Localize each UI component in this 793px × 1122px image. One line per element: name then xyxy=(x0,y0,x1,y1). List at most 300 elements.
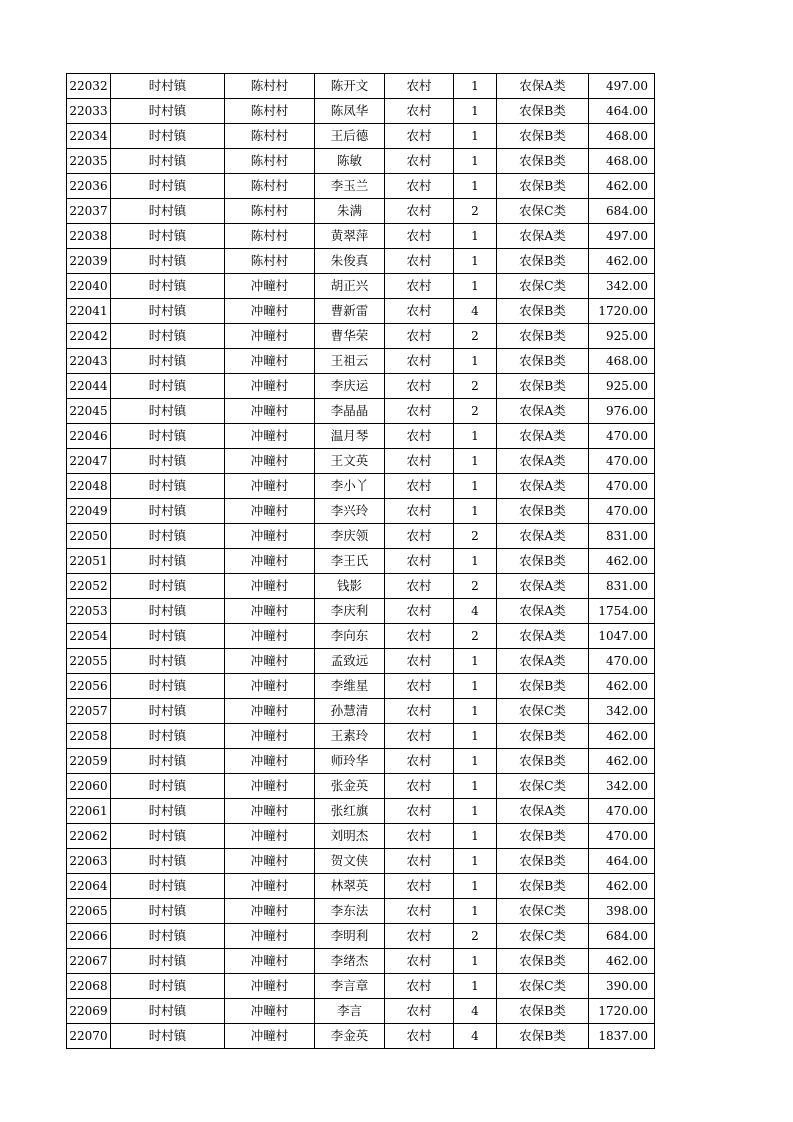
cell-name: 李庆利 xyxy=(315,599,385,624)
cell-name: 孙慧清 xyxy=(315,699,385,724)
table-row xyxy=(67,174,655,199)
cell-area: 农村 xyxy=(385,699,454,724)
cell-count: 1 xyxy=(454,499,497,524)
cell-amount: 470.00 xyxy=(589,649,655,674)
cell-area: 农村 xyxy=(385,424,454,449)
cell-name: 朱满 xyxy=(315,199,385,224)
cell-category: 农保B类 xyxy=(497,149,589,174)
cell-count: 1 xyxy=(454,224,497,249)
cell-count: 1 xyxy=(454,99,497,124)
cell-count: 1 xyxy=(454,449,497,474)
cell-village: 冲疃村 xyxy=(225,1024,315,1049)
cell-amount: 1837.00 xyxy=(589,1024,655,1049)
cell-count: 1 xyxy=(454,674,497,699)
cell-area: 农村 xyxy=(385,899,454,924)
table-row xyxy=(67,274,655,299)
cell-area: 农村 xyxy=(385,274,454,299)
cell-village: 冲疃村 xyxy=(225,424,315,449)
cell-area: 农村 xyxy=(385,974,454,999)
cell-town: 时村镇 xyxy=(111,549,225,574)
cell-amount: 462.00 xyxy=(589,949,655,974)
cell-village: 冲疃村 xyxy=(225,449,315,474)
cell-town: 时村镇 xyxy=(111,649,225,674)
cell-area: 农村 xyxy=(385,324,454,349)
cell-area: 农村 xyxy=(385,649,454,674)
cell-town: 时村镇 xyxy=(111,299,225,324)
cell-name: 张红旗 xyxy=(315,799,385,824)
cell-village: 冲疃村 xyxy=(225,524,315,549)
cell-name: 李庆运 xyxy=(315,374,385,399)
cell-count: 1 xyxy=(454,249,497,274)
cell-village: 冲疃村 xyxy=(225,849,315,874)
cell-id: 22046 xyxy=(67,424,111,449)
cell-count: 1 xyxy=(454,874,497,899)
table-row xyxy=(67,874,655,899)
cell-area: 农村 xyxy=(385,224,454,249)
cell-name: 王后德 xyxy=(315,124,385,149)
cell-count: 4 xyxy=(454,299,497,324)
cell-amount: 831.00 xyxy=(589,574,655,599)
cell-town: 时村镇 xyxy=(111,774,225,799)
cell-town: 时村镇 xyxy=(111,899,225,924)
cell-category: 农保B类 xyxy=(497,674,589,699)
cell-village: 陈村村 xyxy=(225,224,315,249)
cell-id: 22055 xyxy=(67,649,111,674)
cell-amount: 1047.00 xyxy=(589,624,655,649)
cell-count: 2 xyxy=(454,574,497,599)
cell-village: 冲疃村 xyxy=(225,599,315,624)
cell-village: 冲疃村 xyxy=(225,399,315,424)
table-row xyxy=(67,724,655,749)
cell-category: 农保A类 xyxy=(497,224,589,249)
cell-category: 农保B类 xyxy=(497,174,589,199)
cell-town: 时村镇 xyxy=(111,974,225,999)
table-row xyxy=(67,499,655,524)
table-row xyxy=(67,774,655,799)
cell-name: 王祖云 xyxy=(315,349,385,374)
table-row xyxy=(67,674,655,699)
cell-id: 22038 xyxy=(67,224,111,249)
cell-name: 陈敏 xyxy=(315,149,385,174)
cell-id: 22067 xyxy=(67,949,111,974)
cell-id: 22043 xyxy=(67,349,111,374)
cell-name: 刘明杰 xyxy=(315,824,385,849)
cell-area: 农村 xyxy=(385,499,454,524)
cell-count: 1 xyxy=(454,149,497,174)
cell-area: 农村 xyxy=(385,299,454,324)
cell-category: 农保B类 xyxy=(497,299,589,324)
table-row xyxy=(67,749,655,774)
table-row xyxy=(67,324,655,349)
cell-town: 时村镇 xyxy=(111,424,225,449)
cell-id: 22042 xyxy=(67,324,111,349)
table-row xyxy=(67,524,655,549)
cell-village: 冲疃村 xyxy=(225,674,315,699)
table-row xyxy=(67,299,655,324)
cell-town: 时村镇 xyxy=(111,74,225,99)
cell-area: 农村 xyxy=(385,374,454,399)
cell-area: 农村 xyxy=(385,99,454,124)
cell-category: 农保C类 xyxy=(497,899,589,924)
cell-village: 冲疃村 xyxy=(225,974,315,999)
cell-village: 冲疃村 xyxy=(225,549,315,574)
cell-town: 时村镇 xyxy=(111,224,225,249)
cell-amount: 1720.00 xyxy=(589,999,655,1024)
table-row xyxy=(67,224,655,249)
cell-amount: 470.00 xyxy=(589,824,655,849)
cell-category: 农保A类 xyxy=(497,474,589,499)
cell-amount: 464.00 xyxy=(589,99,655,124)
cell-area: 农村 xyxy=(385,74,454,99)
cell-id: 22049 xyxy=(67,499,111,524)
table-row xyxy=(67,799,655,824)
cell-count: 1 xyxy=(454,174,497,199)
cell-town: 时村镇 xyxy=(111,699,225,724)
table-row xyxy=(67,699,655,724)
cell-village: 冲疃村 xyxy=(225,324,315,349)
cell-town: 时村镇 xyxy=(111,724,225,749)
cell-id: 22041 xyxy=(67,299,111,324)
cell-area: 农村 xyxy=(385,199,454,224)
cell-amount: 462.00 xyxy=(589,874,655,899)
cell-area: 农村 xyxy=(385,849,454,874)
cell-count: 1 xyxy=(454,824,497,849)
cell-town: 时村镇 xyxy=(111,349,225,374)
cell-count: 2 xyxy=(454,324,497,349)
cell-area: 农村 xyxy=(385,799,454,824)
cell-id: 22051 xyxy=(67,549,111,574)
table-row xyxy=(67,974,655,999)
cell-count: 2 xyxy=(454,199,497,224)
cell-town: 时村镇 xyxy=(111,274,225,299)
cell-category: 农保A类 xyxy=(497,449,589,474)
cell-village: 冲疃村 xyxy=(225,699,315,724)
table-row xyxy=(67,199,655,224)
cell-area: 农村 xyxy=(385,999,454,1024)
cell-id: 22033 xyxy=(67,99,111,124)
cell-id: 22058 xyxy=(67,724,111,749)
cell-town: 时村镇 xyxy=(111,249,225,274)
cell-id: 22056 xyxy=(67,674,111,699)
table-row xyxy=(67,99,655,124)
cell-category: 农保B类 xyxy=(497,1024,589,1049)
cell-category: 农保B类 xyxy=(497,124,589,149)
cell-category: 农保A类 xyxy=(497,74,589,99)
cell-amount: 470.00 xyxy=(589,799,655,824)
cell-count: 1 xyxy=(454,349,497,374)
table-row xyxy=(67,124,655,149)
cell-name: 黄翠萍 xyxy=(315,224,385,249)
cell-count: 1 xyxy=(454,974,497,999)
cell-count: 1 xyxy=(454,949,497,974)
cell-amount: 976.00 xyxy=(589,399,655,424)
cell-village: 冲疃村 xyxy=(225,574,315,599)
cell-village: 冲疃村 xyxy=(225,349,315,374)
cell-id: 22066 xyxy=(67,924,111,949)
table-row xyxy=(67,474,655,499)
cell-village: 陈村村 xyxy=(225,99,315,124)
cell-amount: 390.00 xyxy=(589,974,655,999)
cell-amount: 462.00 xyxy=(589,549,655,574)
cell-village: 冲疃村 xyxy=(225,874,315,899)
cell-category: 农保A类 xyxy=(497,399,589,424)
cell-village: 陈村村 xyxy=(225,249,315,274)
cell-id: 22050 xyxy=(67,524,111,549)
table-row xyxy=(67,349,655,374)
cell-category: 农保B类 xyxy=(497,549,589,574)
data-table xyxy=(66,73,655,1049)
cell-count: 2 xyxy=(454,924,497,949)
cell-village: 冲疃村 xyxy=(225,474,315,499)
cell-area: 农村 xyxy=(385,749,454,774)
cell-count: 1 xyxy=(454,724,497,749)
cell-count: 2 xyxy=(454,624,497,649)
cell-area: 农村 xyxy=(385,599,454,624)
cell-town: 时村镇 xyxy=(111,399,225,424)
cell-category: 农保B类 xyxy=(497,749,589,774)
cell-area: 农村 xyxy=(385,249,454,274)
cell-town: 时村镇 xyxy=(111,949,225,974)
cell-village: 陈村村 xyxy=(225,74,315,99)
cell-name: 李金英 xyxy=(315,1024,385,1049)
table-row xyxy=(67,824,655,849)
cell-id: 22057 xyxy=(67,699,111,724)
cell-name: 温月琴 xyxy=(315,424,385,449)
cell-name: 李言章 xyxy=(315,974,385,999)
cell-category: 农保C类 xyxy=(497,699,589,724)
cell-village: 冲疃村 xyxy=(225,624,315,649)
table-row xyxy=(67,574,655,599)
cell-category: 农保A类 xyxy=(497,424,589,449)
cell-amount: 684.00 xyxy=(589,924,655,949)
cell-area: 农村 xyxy=(385,624,454,649)
cell-name: 张金英 xyxy=(315,774,385,799)
table-row xyxy=(67,924,655,949)
cell-category: 农保B类 xyxy=(497,99,589,124)
table-row xyxy=(67,949,655,974)
cell-id: 22065 xyxy=(67,899,111,924)
cell-count: 1 xyxy=(454,649,497,674)
cell-village: 冲疃村 xyxy=(225,774,315,799)
cell-village: 冲疃村 xyxy=(225,924,315,949)
cell-name: 师玲华 xyxy=(315,749,385,774)
cell-name: 钱影 xyxy=(315,574,385,599)
cell-category: 农保A类 xyxy=(497,599,589,624)
cell-name: 李绪杰 xyxy=(315,949,385,974)
cell-town: 时村镇 xyxy=(111,524,225,549)
cell-town: 时村镇 xyxy=(111,499,225,524)
cell-amount: 342.00 xyxy=(589,699,655,724)
cell-category: 农保B类 xyxy=(497,874,589,899)
cell-category: 农保B类 xyxy=(497,374,589,399)
cell-area: 农村 xyxy=(385,924,454,949)
cell-id: 22063 xyxy=(67,849,111,874)
cell-village: 陈村村 xyxy=(225,174,315,199)
cell-town: 时村镇 xyxy=(111,599,225,624)
table-row xyxy=(67,849,655,874)
cell-amount: 462.00 xyxy=(589,749,655,774)
cell-town: 时村镇 xyxy=(111,174,225,199)
cell-area: 农村 xyxy=(385,774,454,799)
cell-id: 22061 xyxy=(67,799,111,824)
cell-town: 时村镇 xyxy=(111,924,225,949)
table-row xyxy=(67,599,655,624)
cell-amount: 470.00 xyxy=(589,474,655,499)
cell-village: 冲疃村 xyxy=(225,299,315,324)
cell-count: 1 xyxy=(454,899,497,924)
cell-area: 农村 xyxy=(385,174,454,199)
cell-category: 农保C类 xyxy=(497,774,589,799)
cell-area: 农村 xyxy=(385,874,454,899)
cell-name: 曹新雷 xyxy=(315,299,385,324)
cell-name: 曹华荣 xyxy=(315,324,385,349)
cell-amount: 1754.00 xyxy=(589,599,655,624)
cell-count: 1 xyxy=(454,749,497,774)
cell-area: 农村 xyxy=(385,399,454,424)
cell-town: 时村镇 xyxy=(111,749,225,774)
cell-amount: 1720.00 xyxy=(589,299,655,324)
cell-town: 时村镇 xyxy=(111,374,225,399)
cell-category: 农保B类 xyxy=(497,824,589,849)
cell-village: 冲疃村 xyxy=(225,374,315,399)
cell-town: 时村镇 xyxy=(111,874,225,899)
cell-name: 王文英 xyxy=(315,449,385,474)
cell-name: 林翠英 xyxy=(315,874,385,899)
cell-amount: 684.00 xyxy=(589,199,655,224)
table-row xyxy=(67,399,655,424)
cell-area: 农村 xyxy=(385,474,454,499)
cell-name: 陈开文 xyxy=(315,74,385,99)
cell-name: 李东法 xyxy=(315,899,385,924)
cell-id: 22034 xyxy=(67,124,111,149)
cell-village: 冲疃村 xyxy=(225,724,315,749)
cell-category: 农保C类 xyxy=(497,274,589,299)
cell-count: 2 xyxy=(454,399,497,424)
cell-town: 时村镇 xyxy=(111,324,225,349)
table-row xyxy=(67,549,655,574)
cell-amount: 464.00 xyxy=(589,849,655,874)
cell-area: 农村 xyxy=(385,949,454,974)
cell-category: 农保B类 xyxy=(497,724,589,749)
cell-area: 农村 xyxy=(385,124,454,149)
cell-area: 农村 xyxy=(385,449,454,474)
cell-amount: 831.00 xyxy=(589,524,655,549)
cell-village: 冲疃村 xyxy=(225,799,315,824)
cell-id: 22035 xyxy=(67,149,111,174)
cell-amount: 462.00 xyxy=(589,174,655,199)
table-body xyxy=(67,74,655,1049)
cell-id: 22039 xyxy=(67,249,111,274)
cell-amount: 398.00 xyxy=(589,899,655,924)
cell-category: 农保A类 xyxy=(497,574,589,599)
cell-area: 农村 xyxy=(385,349,454,374)
cell-category: 农保B类 xyxy=(497,949,589,974)
table-row xyxy=(67,374,655,399)
cell-category: 农保C类 xyxy=(497,199,589,224)
cell-name: 李维星 xyxy=(315,674,385,699)
cell-amount: 342.00 xyxy=(589,774,655,799)
cell-category: 农保A类 xyxy=(497,799,589,824)
cell-amount: 470.00 xyxy=(589,499,655,524)
cell-name: 李晶晶 xyxy=(315,399,385,424)
cell-name: 王素玲 xyxy=(315,724,385,749)
cell-town: 时村镇 xyxy=(111,99,225,124)
cell-name: 陈凤华 xyxy=(315,99,385,124)
cell-id: 22047 xyxy=(67,449,111,474)
cell-amount: 925.00 xyxy=(589,374,655,399)
cell-id: 22059 xyxy=(67,749,111,774)
cell-count: 4 xyxy=(454,599,497,624)
table-row xyxy=(67,899,655,924)
table-row xyxy=(67,1024,655,1049)
table-row xyxy=(67,74,655,99)
cell-id: 22052 xyxy=(67,574,111,599)
cell-id: 22060 xyxy=(67,774,111,799)
cell-id: 22069 xyxy=(67,999,111,1024)
cell-area: 农村 xyxy=(385,549,454,574)
cell-village: 冲疃村 xyxy=(225,949,315,974)
cell-village: 冲疃村 xyxy=(225,824,315,849)
cell-amount: 470.00 xyxy=(589,424,655,449)
cell-count: 4 xyxy=(454,1024,497,1049)
cell-count: 2 xyxy=(454,374,497,399)
cell-name: 李言 xyxy=(315,999,385,1024)
cell-count: 1 xyxy=(454,474,497,499)
cell-village: 冲疃村 xyxy=(225,274,315,299)
cell-amount: 497.00 xyxy=(589,224,655,249)
cell-count: 1 xyxy=(454,74,497,99)
cell-name: 朱俊真 xyxy=(315,249,385,274)
cell-town: 时村镇 xyxy=(111,674,225,699)
cell-area: 农村 xyxy=(385,724,454,749)
cell-amount: 925.00 xyxy=(589,324,655,349)
cell-village: 冲疃村 xyxy=(225,499,315,524)
cell-category: 农保B类 xyxy=(497,324,589,349)
cell-count: 1 xyxy=(454,274,497,299)
cell-name: 李庆领 xyxy=(315,524,385,549)
cell-category: 农保A类 xyxy=(497,624,589,649)
cell-count: 1 xyxy=(454,699,497,724)
cell-town: 时村镇 xyxy=(111,449,225,474)
cell-count: 1 xyxy=(454,774,497,799)
cell-id: 22054 xyxy=(67,624,111,649)
cell-count: 1 xyxy=(454,549,497,574)
table-row xyxy=(67,449,655,474)
table-row xyxy=(67,149,655,174)
cell-count: 1 xyxy=(454,849,497,874)
cell-town: 时村镇 xyxy=(111,474,225,499)
cell-count: 2 xyxy=(454,524,497,549)
cell-amount: 468.00 xyxy=(589,349,655,374)
cell-area: 农村 xyxy=(385,674,454,699)
cell-village: 冲疃村 xyxy=(225,749,315,774)
cell-amount: 497.00 xyxy=(589,74,655,99)
cell-name: 李向东 xyxy=(315,624,385,649)
cell-amount: 462.00 xyxy=(589,249,655,274)
cell-amount: 468.00 xyxy=(589,124,655,149)
cell-area: 农村 xyxy=(385,149,454,174)
cell-count: 4 xyxy=(454,999,497,1024)
cell-town: 时村镇 xyxy=(111,624,225,649)
cell-category: 农保B类 xyxy=(497,999,589,1024)
cell-name: 李兴玲 xyxy=(315,499,385,524)
cell-village: 陈村村 xyxy=(225,149,315,174)
cell-village: 陈村村 xyxy=(225,199,315,224)
table-row xyxy=(67,999,655,1024)
cell-id: 22045 xyxy=(67,399,111,424)
cell-count: 1 xyxy=(454,124,497,149)
cell-category: 农保A类 xyxy=(497,649,589,674)
